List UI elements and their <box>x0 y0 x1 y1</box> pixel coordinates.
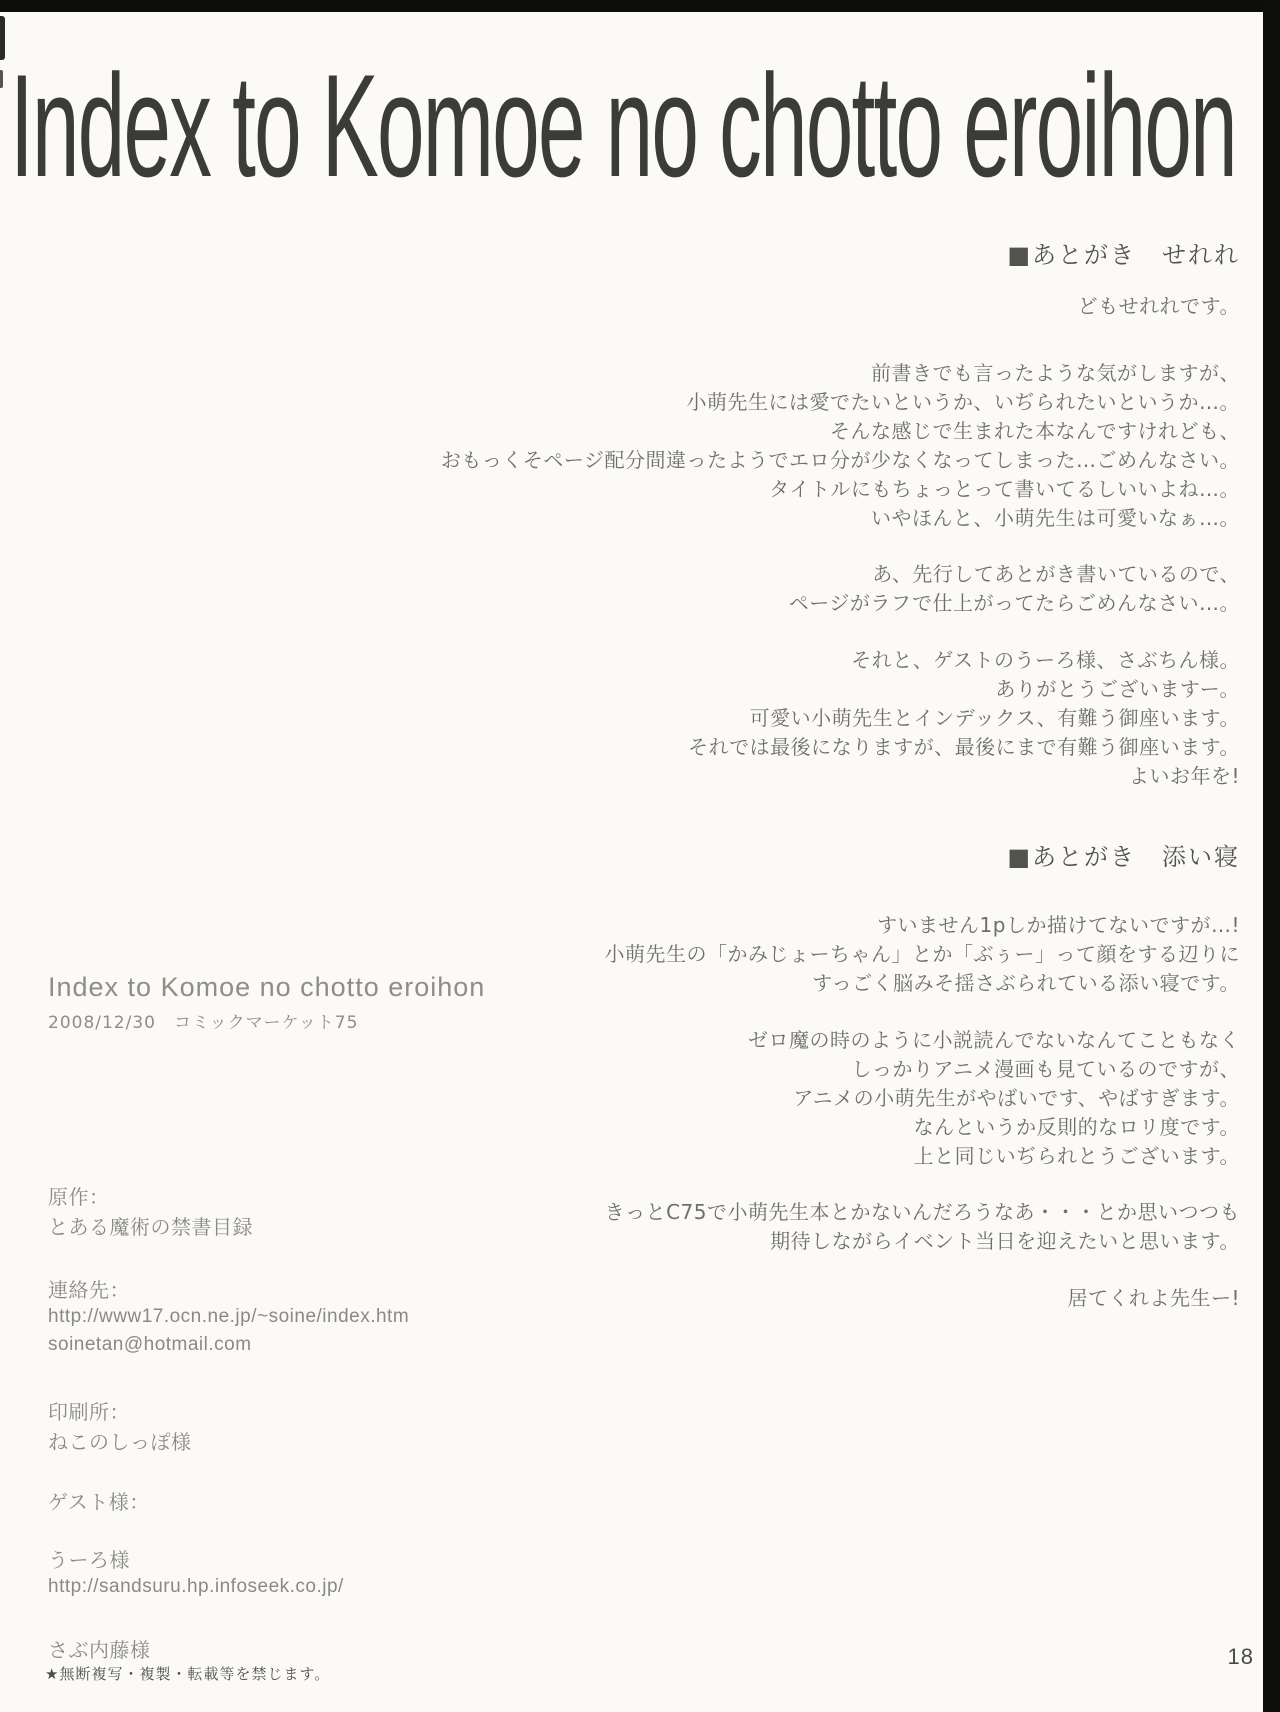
text-line: どもせれれです。 <box>1077 294 1240 318</box>
colophon-contact-label: 連絡先： <box>48 1278 130 1302</box>
colophon-guest1-url: http://sandsuru.hp.infoseek.co.jp/ <box>48 1576 344 1597</box>
colophon-guest1-name: うーろ様 <box>48 1548 130 1572</box>
text-line: 小萌先生の「かみじょーちゃん」とか「ぶぅー」って顔をする辺りに <box>604 942 1240 966</box>
scan-artifact <box>0 16 5 60</box>
text-line: 居てくれよ先生ー! <box>1067 1286 1240 1310</box>
text-line: すっごく脳みそ揺さぶられている添い寝です。 <box>812 971 1240 995</box>
text-line: あ、先行してあとがき書いているので、 <box>872 562 1240 586</box>
scan-artifact <box>0 70 3 88</box>
text-line: タイトルにもちょっとって書いてるしいいよね…。 <box>769 477 1240 501</box>
text-line: なんというか反則的なロリ度です。 <box>913 1115 1240 1139</box>
colophon-contact-email: soinetan@hotmail.com <box>48 1334 252 1355</box>
text-line: ページがラフで仕上がってたらごめんなさい…。 <box>788 591 1240 615</box>
text-line: 期待しながらイベント当日を迎えたいと思います。 <box>770 1229 1240 1253</box>
text-line: ゼロ魔の時のように小説読んでないなんてこともなく <box>748 1028 1240 1052</box>
text-line: おもっくそページ配分間違ったようでエロ分が少なくなってしまった…ごめんなさい。 <box>440 448 1240 472</box>
copyright-notice: ★無断複写・複製・転載等を禁じます。 <box>45 1665 331 1683</box>
afterword-serere-heading: ■あとがき せれれ <box>1007 241 1240 269</box>
scan-border-right <box>1263 0 1280 1712</box>
text-line: それと、ゲストのうーろ様、さぶちん様。 <box>851 648 1240 672</box>
colophon-contact-url: http://www17.ocn.ne.jp/~soine/index.htm <box>48 1306 410 1327</box>
colophon-title: Index to Komoe no chotto eroihon <box>48 972 486 1002</box>
afterword-soine-heading: ■あとがき 添い寝 <box>1007 843 1240 871</box>
afterword-serere-paragraph-3 <box>688 646 1240 791</box>
text-line: ありがとうございますー。 <box>995 677 1240 701</box>
text-line: しっかりアニメ漫画も見ているのですが、 <box>851 1057 1240 1081</box>
afterword-serere-greeting <box>1078 292 1240 321</box>
colophon-printer-label: 印刷所： <box>48 1400 130 1424</box>
afterword-soine-paragraph-3 <box>605 1198 1240 1256</box>
afterword-soine-paragraph-4 <box>1067 1284 1240 1313</box>
text-line: 上と同じいぢられとうございます。 <box>913 1144 1240 1168</box>
text-line: 前書きでも言ったような気がしますが、 <box>871 361 1240 385</box>
text-line: いやほんと、小萌先生は可愛いなぁ…。 <box>871 506 1240 530</box>
afterword-serere-paragraph-1 <box>441 359 1240 533</box>
scan-border-top <box>0 0 1280 12</box>
text-line: アニメの小萌先生がやばいです、やばすぎます。 <box>793 1086 1240 1110</box>
text-line: すいません1pしか描けてないですが…! <box>877 913 1240 937</box>
text-line: 小萌先生には愛でたいというか、いぢられたいというか…。 <box>686 390 1240 414</box>
text-line: それでは最後になりますが、最後にまで有難う御座います。 <box>688 735 1240 759</box>
colophon-original-label: 原作： <box>48 1185 110 1209</box>
colophon-guests-label: ゲスト様： <box>48 1490 150 1514</box>
colophon-printer-name: ねこのしっぽ様 <box>48 1430 192 1454</box>
text-line: きっとC75で小萌先生本とかないんだろうなあ・・・とか思いつつも <box>604 1200 1240 1224</box>
text-line: そんな感じで生まれた本なんですけれども、 <box>830 419 1240 443</box>
page-title: Index to Komoe no chotto eroihon <box>10 44 1236 207</box>
afterword-soine-paragraph-1 <box>605 911 1241 998</box>
colophon-guest2-name: さぶ内藤様 <box>48 1638 151 1662</box>
afterword-soine-paragraph-2 <box>748 1026 1240 1171</box>
afterword-serere-paragraph-2 <box>789 560 1240 618</box>
colophon-original-work: とある魔術の禁書目録 <box>48 1215 253 1239</box>
page-number: 18 <box>1227 1644 1254 1669</box>
text-line: よいお年を! <box>1128 764 1240 788</box>
colophon-event-date: 2008/12/30 コミックマーケット75 <box>48 1013 359 1033</box>
text-line: 可愛い小萌先生とインデックス、有難う御座います。 <box>749 706 1240 730</box>
